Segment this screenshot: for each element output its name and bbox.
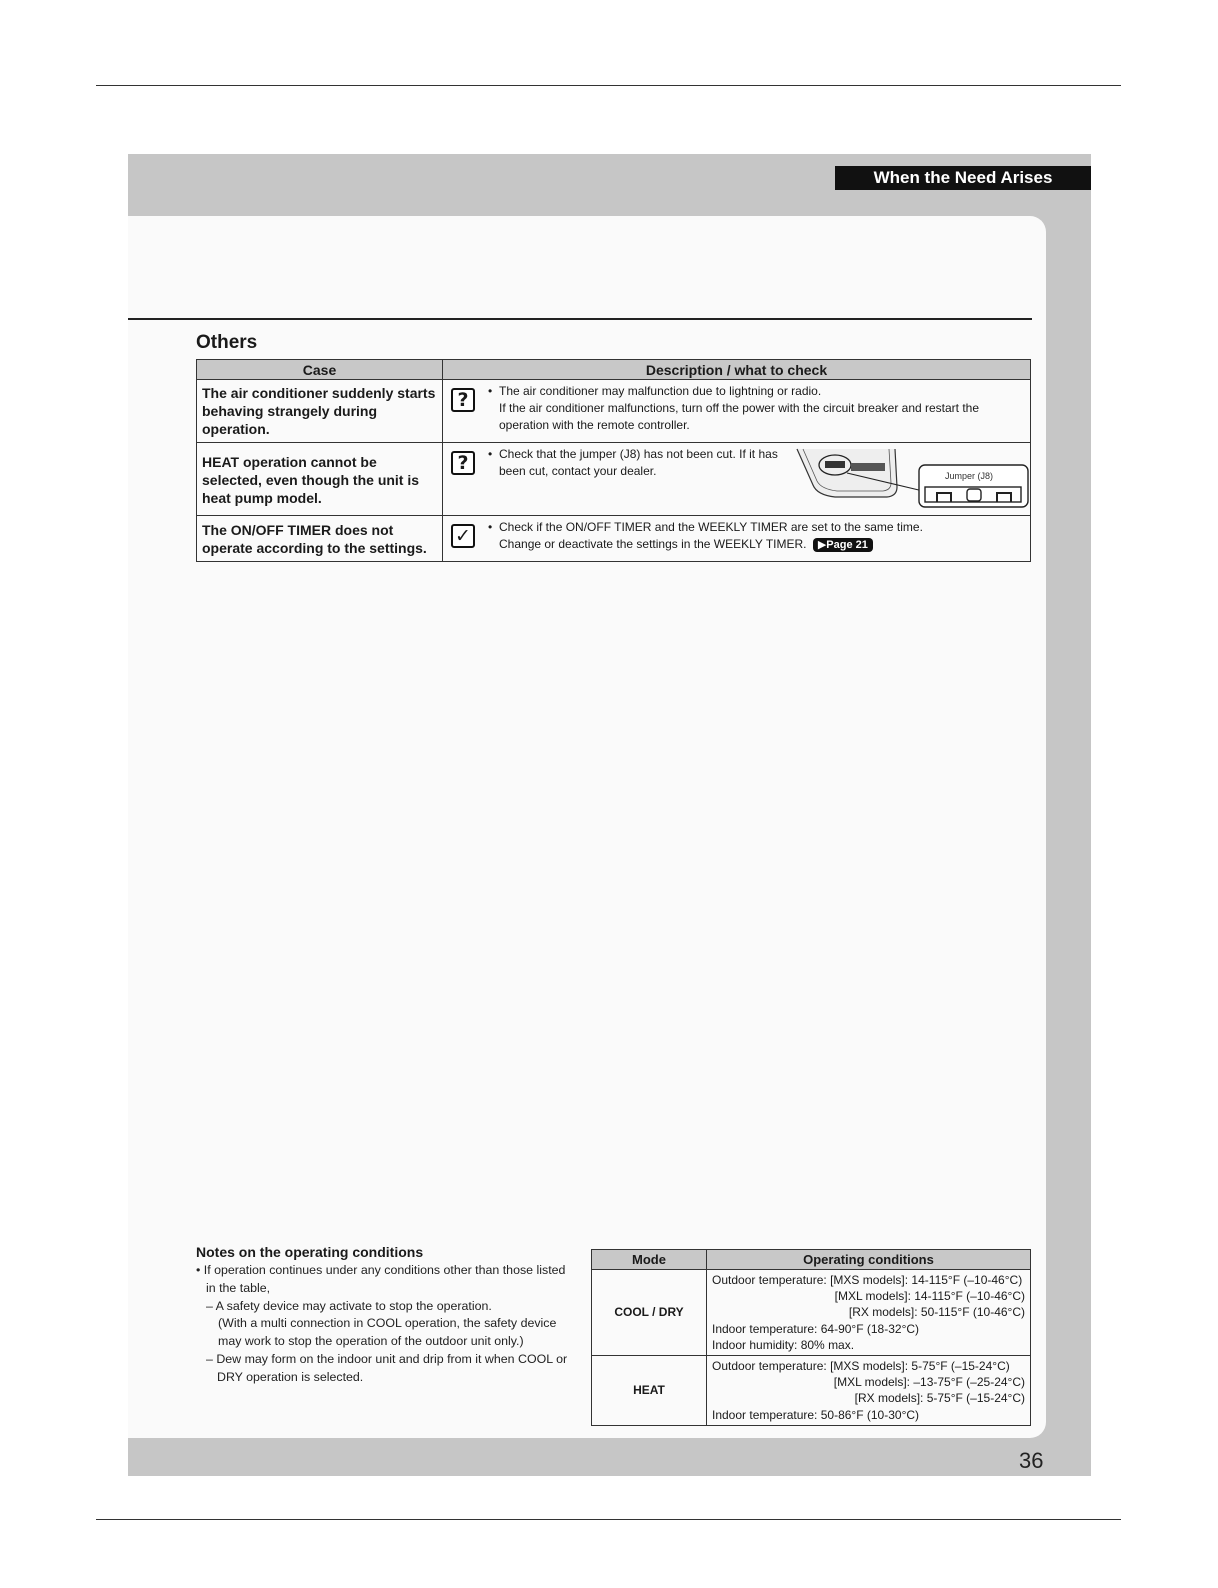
mode-label: COOL / DRY <box>592 1270 707 1356</box>
table-row <box>197 443 1031 516</box>
condition-line: Indoor humidity: 80% max. <box>712 1337 855 1352</box>
condition-line: Indoor temperature: 64-90°F (18-32°C) <box>712 1321 920 1336</box>
condition-line: Indoor temperature: 50-86°F (10-30°C) <box>712 1407 920 1422</box>
notes-body <box>196 1262 576 1387</box>
notes-sub-item: – A safety device may activate to stop the operation. <box>206 1298 492 1313</box>
column-header-description: Description / what to check <box>443 360 1031 380</box>
condition-value: [MXS models]: 14-115°F (–10-46°C) <box>830 1273 1023 1287</box>
mode-label: HEAT <box>592 1356 707 1426</box>
table-header-row <box>592 1250 1031 1270</box>
table-row <box>592 1356 1031 1426</box>
jumper-diagram <box>795 447 1030 509</box>
notes-paren: (With a multi connection in COOL operation, the safety device may work to stop the operation of the outdoor unit only.) <box>218 1316 557 1349</box>
question-icon: ? <box>451 388 475 412</box>
notes-bullet-text: If operation continues under any conditions other than those listed in the table, <box>203 1263 566 1295</box>
case-text: The ON/OFF TIMER does not operate according to the settings. <box>197 516 443 562</box>
condition-line <box>712 1272 1025 1288</box>
table-header-row <box>197 360 1031 380</box>
condition-value: [MXS models]: 5-75°F (–15-24°C) <box>830 1359 1010 1374</box>
column-header-conditions: Operating conditions <box>707 1250 1031 1270</box>
page-reference-link[interactable]: ▶Page 21 <box>813 538 873 552</box>
condition-line: [RX models]: 50-115°F (10-46°C) <box>848 1305 1025 1320</box>
case-text: HEAT operation cannot be selected, even though the unit is heat pump model. <box>197 443 443 516</box>
description-cell <box>443 443 1031 516</box>
condition-line: [MXL models]: –13-75°F (–25-24°C) <box>833 1375 1025 1390</box>
notes-bullet: • If operation continues under any conditions other than those listed in the table, <box>196 1263 566 1295</box>
table-row <box>592 1270 1031 1356</box>
description-line: • Check if the ON/OFF TIMER and the WEEKLY TIMER are set to the same time. <box>499 519 1020 536</box>
description-line: Change or deactivate the settings in the WEEKLY TIMER. <box>499 537 807 551</box>
description-line: • The air conditioner may malfunction due to lightning or radio. <box>499 383 1020 400</box>
condition-line <box>712 1358 1025 1374</box>
conditions-cell <box>707 1356 1031 1426</box>
column-header-mode: Mode <box>592 1250 707 1270</box>
condition-prefix: Outdoor temperature: <box>712 1359 827 1374</box>
page-number: 36 <box>1019 1448 1044 1473</box>
section-divider <box>128 318 1032 320</box>
bottom-rule <box>96 1519 1121 1520</box>
conditions-cell <box>707 1270 1031 1356</box>
top-rule <box>96 85 1121 86</box>
table-row <box>197 516 1031 562</box>
description-line: • Check that the jumper (J8) has not been cut. If it has been cut, contact your dealer. <box>499 446 784 480</box>
condition-line: [RX models]: 5-75°F (–15-24°C) <box>854 1391 1025 1406</box>
others-table <box>196 359 1031 562</box>
notes-sub-text: A safety device may activate to stop the operation. <box>215 1298 492 1313</box>
description-cell <box>443 380 1031 443</box>
checkmark-icon: ✓ <box>451 524 475 548</box>
condition-line: [MXL models]: 14-115°F (–10-46°C) <box>834 1289 1025 1304</box>
case-text: The air conditioner suddenly starts behaving strangely during operation. <box>197 380 443 443</box>
notes-heading: Notes on the operating conditions <box>196 1244 424 1260</box>
description-line: If the air conditioner malfunctions, turn off the power with the circuit breaker and restart the operation with the remote controller. <box>499 401 980 432</box>
description-line-with-ref <box>499 536 1020 553</box>
condition-prefix: Outdoor temperature: <box>712 1273 827 1287</box>
notes-sub-text: Dew may form on the indoor unit and drip from it when COOL or DRY operation is selected. <box>216 1351 568 1384</box>
others-heading: Others <box>196 332 258 353</box>
question-icon: ? <box>451 451 475 475</box>
table-row <box>197 380 1031 443</box>
notes-sub-item: – Dew may form on the indoor unit and drip from it when COOL or DRY operation is selected. <box>206 1351 568 1384</box>
jumper-label: Jumper (J8) <box>945 471 994 481</box>
column-header-case: Case <box>197 360 443 380</box>
operating-conditions-table <box>591 1249 1031 1426</box>
section-tab: When the Need Arises <box>835 166 1091 190</box>
description-cell <box>443 516 1031 562</box>
